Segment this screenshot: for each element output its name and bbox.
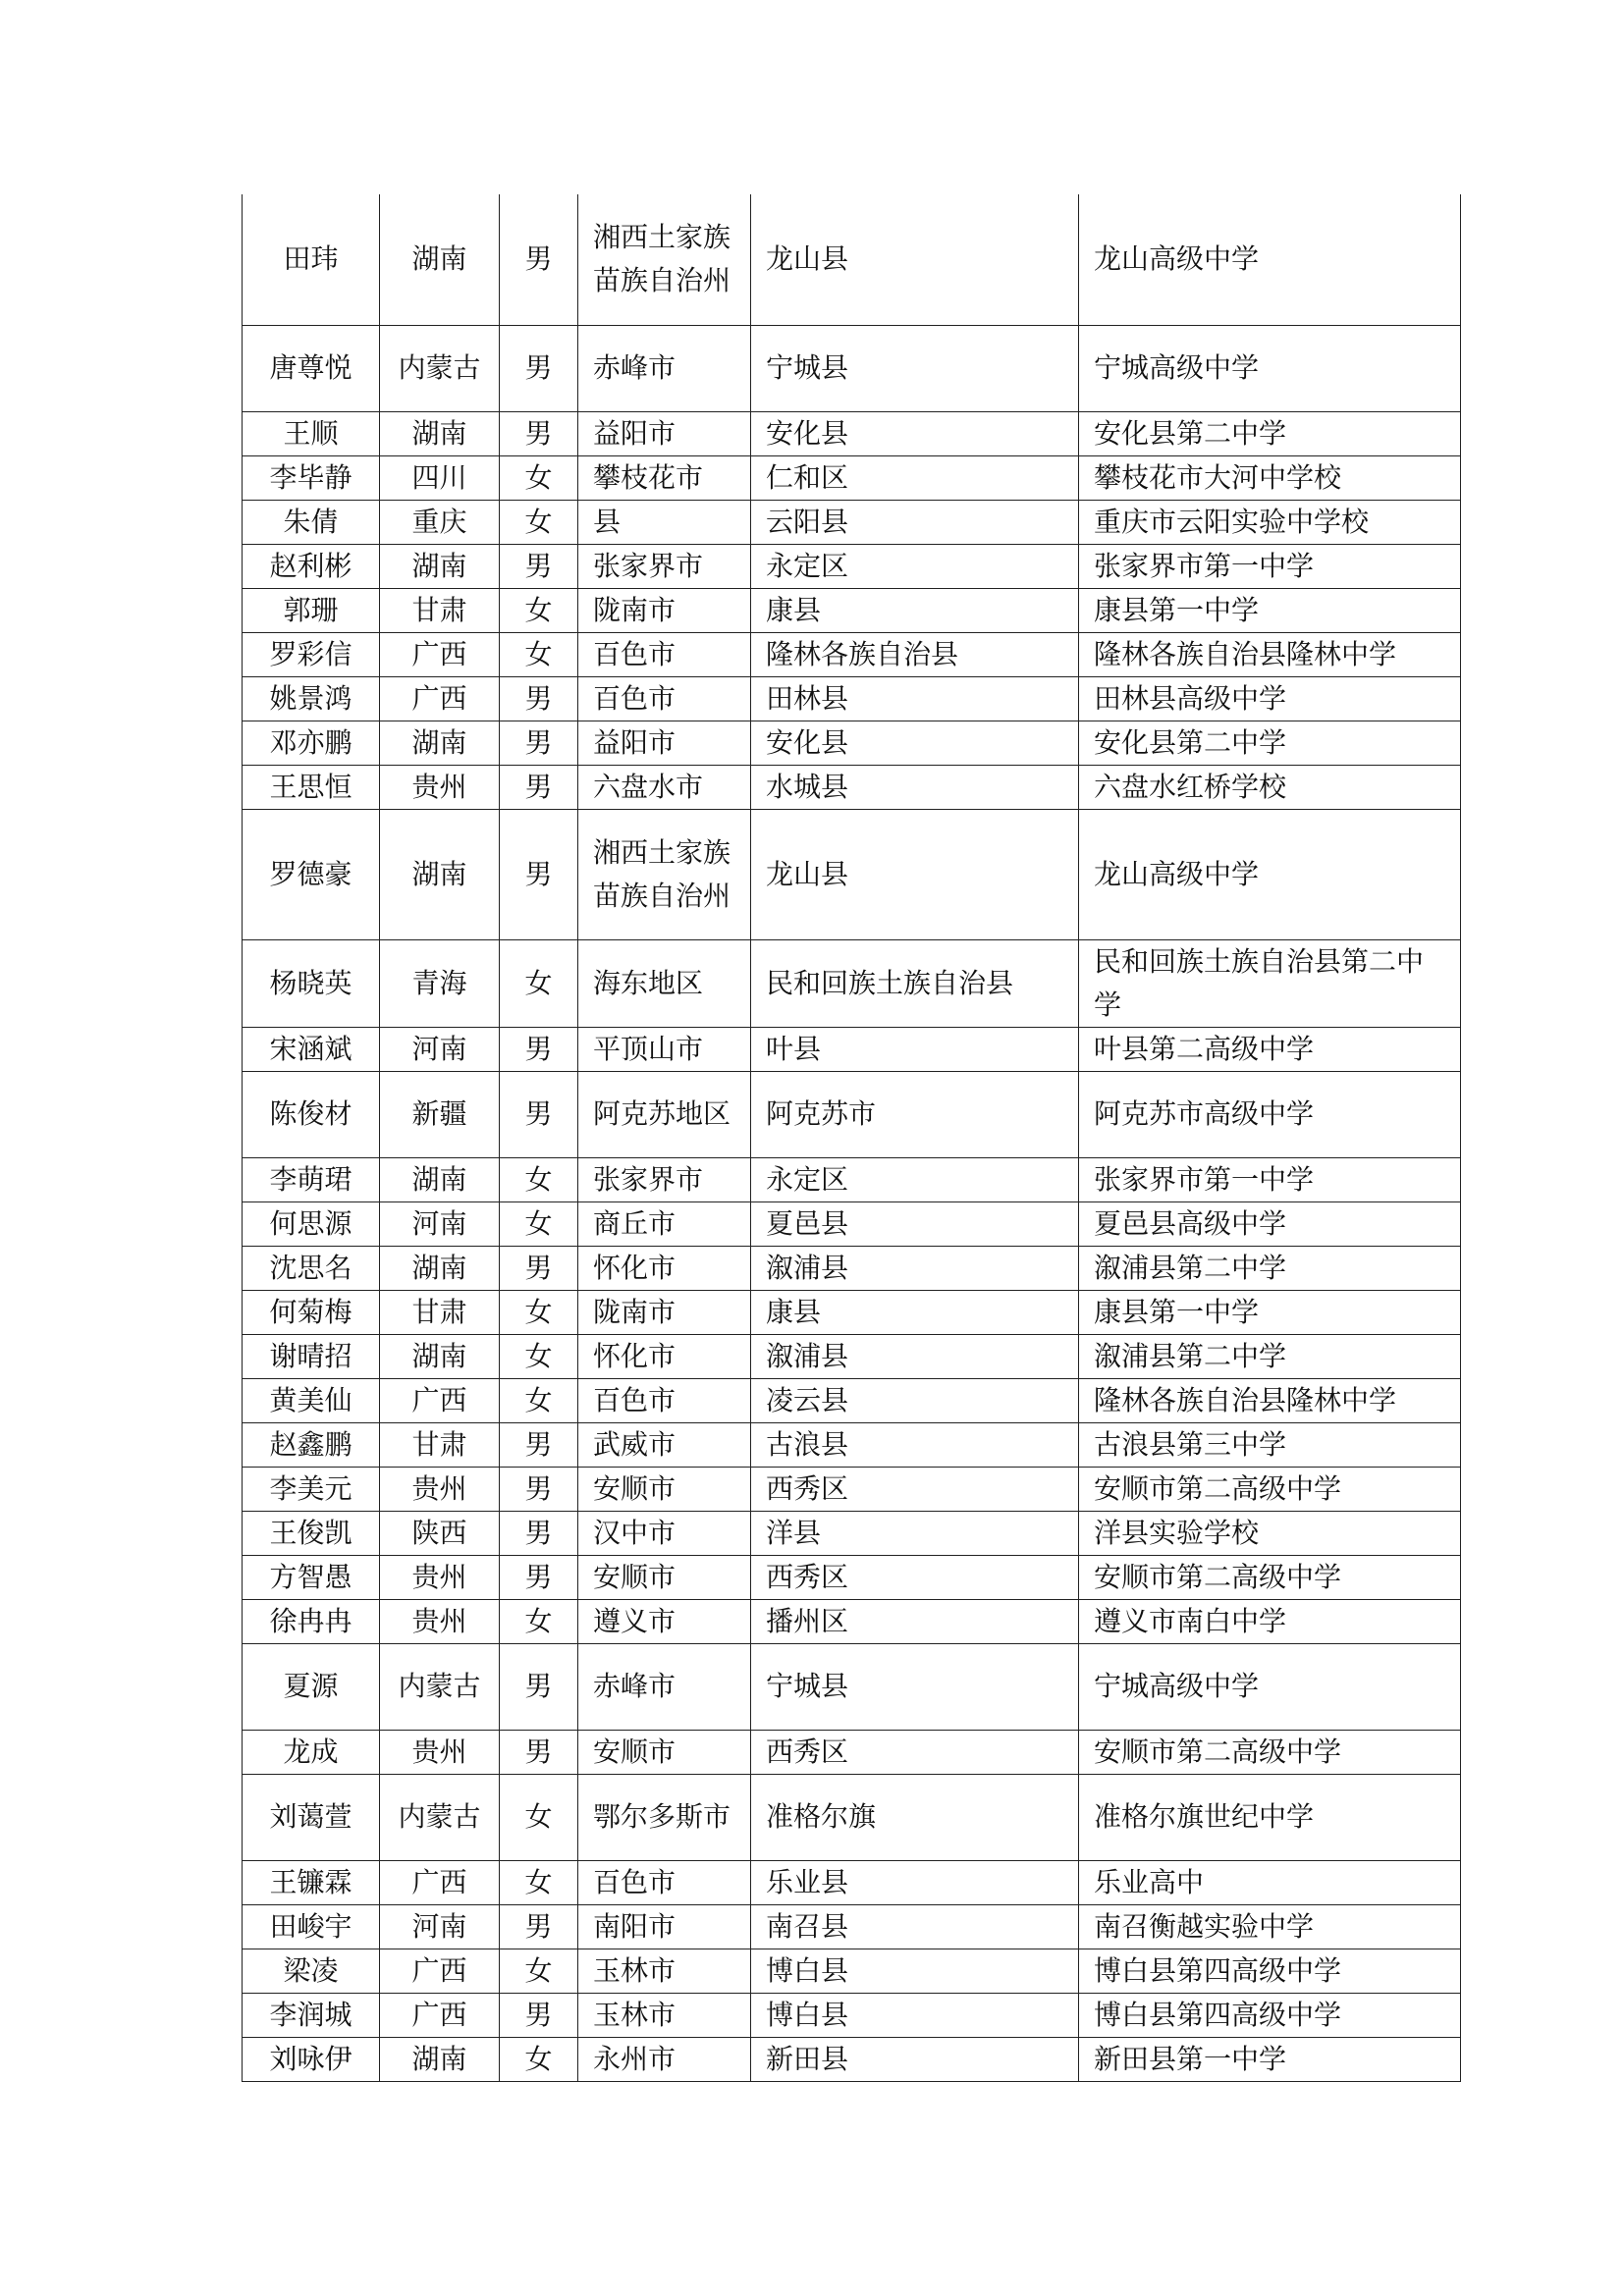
county-cell: 洋县 (751, 1511, 1079, 1555)
student-name-cell: 王思恒 (243, 765, 380, 809)
student-name-cell: 夏源 (243, 1643, 380, 1730)
city-cell: 南阳市 (578, 1904, 751, 1949)
gender-cell: 男 (500, 1730, 578, 1774)
province-cell: 甘肃 (380, 588, 500, 632)
county-cell: 安化县 (751, 721, 1079, 765)
city-cell: 陇南市 (578, 588, 751, 632)
county-cell: 康县 (751, 1290, 1079, 1334)
city-cell: 武威市 (578, 1422, 751, 1467)
county-cell: 隆林各族自治县 (751, 632, 1079, 676)
school-cell: 安化县第二中学 (1079, 721, 1461, 765)
county-cell: 新田县 (751, 2037, 1079, 2081)
city-cell: 六盘水市 (578, 765, 751, 809)
city-cell: 百色市 (578, 676, 751, 721)
table-row (243, 411, 1461, 455)
province-cell: 湖南 (380, 1334, 500, 1378)
school-cell: 张家界市第一中学 (1079, 1157, 1461, 1201)
city-cell: 玉林市 (578, 1993, 751, 2037)
province-cell: 广西 (380, 1949, 500, 1993)
city-cell: 商丘市 (578, 1201, 751, 1246)
county-cell: 西秀区 (751, 1467, 1079, 1511)
school-cell: 乐业高中 (1079, 1860, 1461, 1904)
gender-cell: 女 (500, 1774, 578, 1860)
gender-cell: 男 (500, 1422, 578, 1467)
table-row (243, 1993, 1461, 2037)
table-row (243, 1157, 1461, 1201)
gender-cell: 女 (500, 1334, 578, 1378)
gender-cell: 男 (500, 765, 578, 809)
gender-cell: 女 (500, 455, 578, 500)
roster-body (243, 194, 1461, 2081)
table-row (243, 1860, 1461, 1904)
province-cell: 贵州 (380, 1467, 500, 1511)
gender-cell: 女 (500, 632, 578, 676)
county-cell: 水城县 (751, 765, 1079, 809)
school-cell: 重庆市云阳实验中学校 (1079, 500, 1461, 544)
gender-cell: 男 (500, 1993, 578, 2037)
school-cell: 龙山高级中学 (1079, 809, 1461, 939)
school-cell: 溆浦县第二中学 (1079, 1334, 1461, 1378)
province-cell: 贵州 (380, 1730, 500, 1774)
province-cell: 广西 (380, 1993, 500, 2037)
county-cell: 仁和区 (751, 455, 1079, 500)
table-row (243, 455, 1461, 500)
gender-cell: 男 (500, 1246, 578, 1290)
city-cell: 益阳市 (578, 411, 751, 455)
province-cell: 广西 (380, 676, 500, 721)
table-row (243, 1071, 1461, 1157)
province-cell: 湖南 (380, 411, 500, 455)
gender-cell: 男 (500, 1071, 578, 1157)
county-cell: 云阳县 (751, 500, 1079, 544)
province-cell: 四川 (380, 455, 500, 500)
student-name-cell: 李萌珺 (243, 1157, 380, 1201)
city-cell: 百色市 (578, 1378, 751, 1422)
table-row (243, 1201, 1461, 1246)
city-cell: 赤峰市 (578, 1643, 751, 1730)
student-name-cell: 李美元 (243, 1467, 380, 1511)
gender-cell: 男 (500, 1027, 578, 1071)
province-cell: 内蒙古 (380, 1774, 500, 1860)
school-cell: 安顺市第二高级中学 (1079, 1467, 1461, 1511)
school-cell: 安化县第二中学 (1079, 411, 1461, 455)
student-name-cell: 陈俊材 (243, 1071, 380, 1157)
table-row (243, 1774, 1461, 1860)
gender-cell: 男 (500, 1643, 578, 1730)
table-row (243, 544, 1461, 588)
student-roster-table (242, 194, 1461, 2082)
table-row (243, 1643, 1461, 1730)
province-cell: 贵州 (380, 1555, 500, 1599)
province-cell: 陕西 (380, 1511, 500, 1555)
city-cell: 永州市 (578, 2037, 751, 2081)
student-name-cell: 方智愚 (243, 1555, 380, 1599)
table-row (243, 1334, 1461, 1378)
gender-cell: 男 (500, 1511, 578, 1555)
province-cell: 青海 (380, 939, 500, 1027)
city-cell: 安顺市 (578, 1555, 751, 1599)
student-name-cell: 徐冉冉 (243, 1599, 380, 1643)
gender-cell: 男 (500, 544, 578, 588)
school-cell: 准格尔旗世纪中学 (1079, 1774, 1461, 1860)
city-cell: 海东地区 (578, 939, 751, 1027)
school-cell: 南召衡越实验中学 (1079, 1904, 1461, 1949)
school-cell: 康县第一中学 (1079, 588, 1461, 632)
table-row (243, 1246, 1461, 1290)
city-cell: 张家界市 (578, 544, 751, 588)
gender-cell: 男 (500, 676, 578, 721)
school-cell: 隆林各族自治县隆林中学 (1079, 1378, 1461, 1422)
table-row (243, 1730, 1461, 1774)
county-cell: 古浪县 (751, 1422, 1079, 1467)
table-row (243, 1949, 1461, 1993)
gender-cell: 女 (500, 1290, 578, 1334)
table-row (243, 1027, 1461, 1071)
county-cell: 西秀区 (751, 1555, 1079, 1599)
gender-cell: 女 (500, 1599, 578, 1643)
student-name-cell: 梁凌 (243, 1949, 380, 1993)
county-cell: 叶县 (751, 1027, 1079, 1071)
city-cell: 百色市 (578, 1860, 751, 1904)
school-cell: 宁城高级中学 (1079, 1643, 1461, 1730)
province-cell: 河南 (380, 1201, 500, 1246)
student-name-cell: 田峻宇 (243, 1904, 380, 1949)
student-name-cell: 龙成 (243, 1730, 380, 1774)
student-name-cell: 谢晴招 (243, 1334, 380, 1378)
gender-cell: 女 (500, 500, 578, 544)
student-name-cell: 田玮 (243, 194, 380, 325)
table-row (243, 500, 1461, 544)
city-cell: 陇南市 (578, 1290, 751, 1334)
gender-cell: 男 (500, 721, 578, 765)
province-cell: 内蒙古 (380, 1643, 500, 1730)
school-cell: 博白县第四高级中学 (1079, 1993, 1461, 2037)
table-row (243, 1290, 1461, 1334)
table-row (243, 2037, 1461, 2081)
school-cell: 安顺市第二高级中学 (1079, 1555, 1461, 1599)
school-cell: 古浪县第三中学 (1079, 1422, 1461, 1467)
province-cell: 广西 (380, 1378, 500, 1422)
county-cell: 博白县 (751, 1949, 1079, 1993)
province-cell: 湖南 (380, 1157, 500, 1201)
gender-cell: 女 (500, 1201, 578, 1246)
student-name-cell: 李毕静 (243, 455, 380, 500)
student-name-cell: 赵鑫鹏 (243, 1422, 380, 1467)
province-cell: 湖南 (380, 544, 500, 588)
table-row (243, 721, 1461, 765)
gender-cell: 男 (500, 194, 578, 325)
student-name-cell: 刘咏伊 (243, 2037, 380, 2081)
table-row (243, 1467, 1461, 1511)
county-cell: 南召县 (751, 1904, 1079, 1949)
province-cell: 河南 (380, 1027, 500, 1071)
table-row (243, 1511, 1461, 1555)
student-name-cell: 刘蔼萱 (243, 1774, 380, 1860)
gender-cell: 女 (500, 1378, 578, 1422)
gender-cell: 男 (500, 1467, 578, 1511)
city-cell: 怀化市 (578, 1334, 751, 1378)
school-cell: 康县第一中学 (1079, 1290, 1461, 1334)
school-cell: 宁城高级中学 (1079, 325, 1461, 411)
city-cell: 攀枝花市 (578, 455, 751, 500)
table-row (243, 1378, 1461, 1422)
table-row (243, 588, 1461, 632)
student-name-cell: 王俊凯 (243, 1511, 380, 1555)
province-cell: 甘肃 (380, 1422, 500, 1467)
city-cell: 益阳市 (578, 721, 751, 765)
school-cell: 攀枝花市大河中学校 (1079, 455, 1461, 500)
table-row (243, 676, 1461, 721)
county-cell: 田林县 (751, 676, 1079, 721)
school-cell: 叶县第二高级中学 (1079, 1027, 1461, 1071)
school-cell: 隆林各族自治县隆林中学 (1079, 632, 1461, 676)
school-cell: 新田县第一中学 (1079, 2037, 1461, 2081)
gender-cell: 女 (500, 1860, 578, 1904)
table-row (243, 939, 1461, 1027)
student-name-cell: 何菊梅 (243, 1290, 380, 1334)
gender-cell: 女 (500, 588, 578, 632)
city-cell: 赤峰市 (578, 325, 751, 411)
student-name-cell: 李润城 (243, 1993, 380, 2037)
student-name-cell: 罗德豪 (243, 809, 380, 939)
city-cell: 怀化市 (578, 1246, 751, 1290)
county-cell: 播州区 (751, 1599, 1079, 1643)
school-cell: 夏邑县高级中学 (1079, 1201, 1461, 1246)
school-cell: 龙山高级中学 (1079, 194, 1461, 325)
city-cell: 阿克苏地区 (578, 1071, 751, 1157)
county-cell: 龙山县 (751, 194, 1079, 325)
province-cell: 湖南 (380, 194, 500, 325)
county-cell: 康县 (751, 588, 1079, 632)
province-cell: 湖南 (380, 721, 500, 765)
student-name-cell: 罗彩信 (243, 632, 380, 676)
gender-cell: 男 (500, 1904, 578, 1949)
gender-cell: 女 (500, 1949, 578, 1993)
province-cell: 新疆 (380, 1071, 500, 1157)
gender-cell: 男 (500, 1555, 578, 1599)
province-cell: 湖南 (380, 2037, 500, 2081)
student-name-cell: 姚景鸿 (243, 676, 380, 721)
gender-cell: 女 (500, 939, 578, 1027)
province-cell: 贵州 (380, 1599, 500, 1643)
city-cell: 平顶山市 (578, 1027, 751, 1071)
student-name-cell: 何思源 (243, 1201, 380, 1246)
city-cell: 遵义市 (578, 1599, 751, 1643)
city-cell: 百色市 (578, 632, 751, 676)
county-cell: 宁城县 (751, 325, 1079, 411)
student-name-cell: 宋涵斌 (243, 1027, 380, 1071)
county-cell: 宁城县 (751, 1643, 1079, 1730)
province-cell: 河南 (380, 1904, 500, 1949)
gender-cell: 男 (500, 809, 578, 939)
county-cell: 准格尔旗 (751, 1774, 1079, 1860)
county-cell: 永定区 (751, 1157, 1079, 1201)
province-cell: 甘肃 (380, 1290, 500, 1334)
table-row (243, 325, 1461, 411)
gender-cell: 男 (500, 325, 578, 411)
county-cell: 龙山县 (751, 809, 1079, 939)
province-cell: 广西 (380, 632, 500, 676)
gender-cell: 女 (500, 2037, 578, 2081)
province-cell: 内蒙古 (380, 325, 500, 411)
table-row (243, 194, 1461, 325)
county-cell: 安化县 (751, 411, 1079, 455)
province-cell: 湖南 (380, 1246, 500, 1290)
school-cell: 洋县实验学校 (1079, 1511, 1461, 1555)
city-cell: 湘西土家族苗族自治州 (578, 809, 751, 939)
student-name-cell: 王顺 (243, 411, 380, 455)
table-row (243, 1904, 1461, 1949)
school-cell: 安顺市第二高级中学 (1079, 1730, 1461, 1774)
province-cell: 贵州 (380, 765, 500, 809)
province-cell: 广西 (380, 1860, 500, 1904)
school-cell: 溆浦县第二中学 (1079, 1246, 1461, 1290)
table-row (243, 809, 1461, 939)
city-cell: 汉中市 (578, 1511, 751, 1555)
student-name-cell: 王镰霖 (243, 1860, 380, 1904)
county-cell: 博白县 (751, 1993, 1079, 2037)
student-name-cell: 郭珊 (243, 588, 380, 632)
city-cell: 安顺市 (578, 1467, 751, 1511)
student-name-cell: 唐尊悦 (243, 325, 380, 411)
province-cell: 重庆 (380, 500, 500, 544)
county-cell: 阿克苏市 (751, 1071, 1079, 1157)
city-cell: 鄂尔多斯市 (578, 1774, 751, 1860)
city-cell: 县 (578, 500, 751, 544)
gender-cell: 女 (500, 1157, 578, 1201)
table-row (243, 1599, 1461, 1643)
city-cell: 湘西土家族苗族自治州 (578, 194, 751, 325)
school-cell: 遵义市南白中学 (1079, 1599, 1461, 1643)
school-cell: 六盘水红桥学校 (1079, 765, 1461, 809)
county-cell: 夏邑县 (751, 1201, 1079, 1246)
city-cell: 玉林市 (578, 1949, 751, 1993)
county-cell: 西秀区 (751, 1730, 1079, 1774)
student-name-cell: 沈思名 (243, 1246, 380, 1290)
school-cell: 田林县高级中学 (1079, 676, 1461, 721)
county-cell: 溆浦县 (751, 1334, 1079, 1378)
city-cell: 张家界市 (578, 1157, 751, 1201)
table-row (243, 632, 1461, 676)
gender-cell: 男 (500, 411, 578, 455)
school-cell: 张家界市第一中学 (1079, 544, 1461, 588)
student-name-cell: 邓亦鹏 (243, 721, 380, 765)
school-cell: 阿克苏市高级中学 (1079, 1071, 1461, 1157)
county-cell: 溆浦县 (751, 1246, 1079, 1290)
table-row (243, 1422, 1461, 1467)
student-name-cell: 朱倩 (243, 500, 380, 544)
county-cell: 乐业县 (751, 1860, 1079, 1904)
table-row (243, 1555, 1461, 1599)
county-cell: 民和回族土族自治县 (751, 939, 1079, 1027)
student-name-cell: 黄美仙 (243, 1378, 380, 1422)
city-cell: 安顺市 (578, 1730, 751, 1774)
county-cell: 永定区 (751, 544, 1079, 588)
province-cell: 湖南 (380, 809, 500, 939)
school-cell: 博白县第四高级中学 (1079, 1949, 1461, 1993)
student-name-cell: 杨晓英 (243, 939, 380, 1027)
county-cell: 凌云县 (751, 1378, 1079, 1422)
student-name-cell: 赵利彬 (243, 544, 380, 588)
school-cell: 民和回族土族自治县第二中学 (1079, 939, 1461, 1027)
table-row (243, 765, 1461, 809)
